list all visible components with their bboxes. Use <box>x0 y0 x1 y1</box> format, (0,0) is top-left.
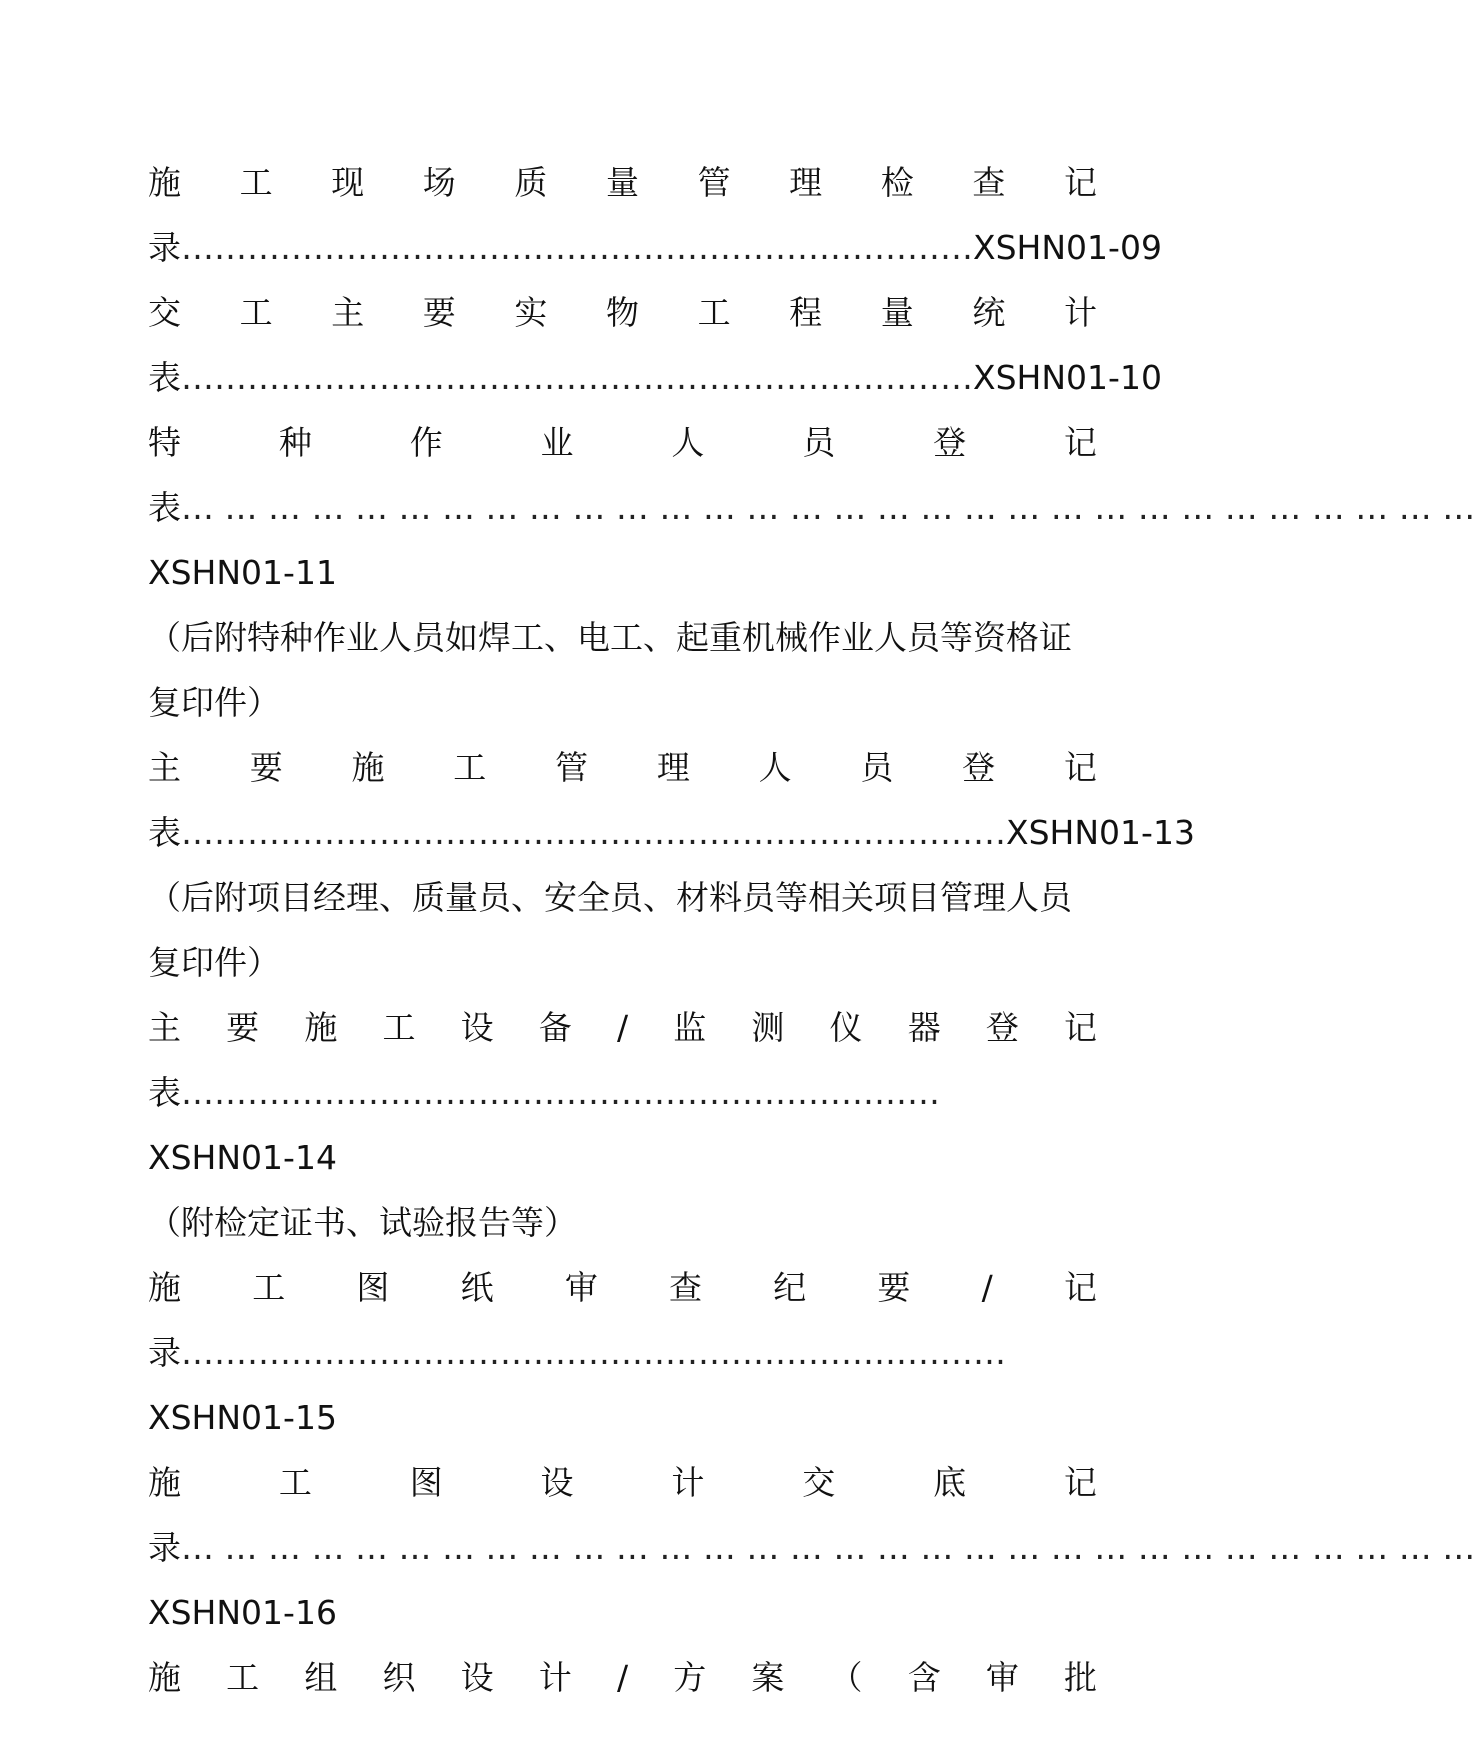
entry-leader-line <box>148 1060 1097 1125</box>
title-char: 程 <box>789 293 823 332</box>
leader-dots: …………………………………………………………… <box>181 1073 940 1112</box>
leader-dots: ……………………………………………………………… <box>181 358 973 397</box>
title-char: 组 <box>304 1658 338 1697</box>
title-char: 纪 <box>773 1268 807 1307</box>
title-char: 业 <box>540 423 574 462</box>
leader-head: 表 <box>148 813 181 852</box>
entry-code: XSHN01-10 <box>973 358 1162 397</box>
title-char: 查 <box>972 163 1006 202</box>
leader-head: 表 <box>148 488 181 527</box>
title-char: 设 <box>460 1658 494 1697</box>
title-char: 案 <box>751 1658 785 1697</box>
title-char: 管 <box>697 163 731 202</box>
entry-leader-line <box>148 1320 1097 1385</box>
title-char: 施 <box>351 748 385 787</box>
title-char: 管 <box>555 748 589 787</box>
title-char: 审 <box>985 1658 1019 1697</box>
entry-leader-line <box>148 215 1162 280</box>
title-char: 施 <box>148 163 181 202</box>
title-char: 纸 <box>460 1268 494 1307</box>
title-char: 登 <box>933 423 967 462</box>
entry-title-line <box>148 280 1097 345</box>
leader-dots: ………………………………………………………………… <box>181 813 1006 852</box>
title-char: 施 <box>148 1658 181 1697</box>
title-char: 要 <box>422 293 456 332</box>
leader-head: 录 <box>148 228 181 267</box>
title-char: 审 <box>564 1268 598 1307</box>
entry-code: XSHN01-11 <box>148 553 337 592</box>
title-char: 记 <box>1064 1008 1097 1047</box>
title-char: 量 <box>880 293 914 332</box>
title-char: 要 <box>249 748 283 787</box>
leader-head: 录 <box>148 1528 181 1567</box>
title-char: 交 <box>802 1463 836 1502</box>
title-char: 记 <box>1063 1463 1097 1502</box>
title-char: 记 <box>1063 748 1097 787</box>
title-char: 施 <box>304 1008 338 1047</box>
title-char: 主 <box>331 293 365 332</box>
title-char: 登 <box>985 1008 1019 1047</box>
title-char: 底 <box>933 1463 967 1502</box>
title-char: 记 <box>1063 163 1097 202</box>
leader-head: 表 <box>148 1073 181 1112</box>
title-char: 工 <box>278 1463 312 1502</box>
title-char: 登 <box>962 748 996 787</box>
document-page <box>148 150 1475 1710</box>
title-char: 现 <box>331 163 365 202</box>
title-char: 方 <box>673 1658 707 1697</box>
entry-title-line <box>148 150 1097 215</box>
title-char: 检 <box>880 163 914 202</box>
title-char: 测 <box>751 1008 785 1047</box>
title-char: 量 <box>605 163 639 202</box>
title-char: 图 <box>356 1268 390 1307</box>
title-char: 备 <box>538 1008 572 1047</box>
title-char: 实 <box>514 293 548 332</box>
entry-title-line <box>148 1645 1097 1710</box>
entry-code: XSHN01-14 <box>148 1138 337 1177</box>
entry-code: XSHN01-15 <box>148 1398 337 1437</box>
entry-title-line <box>148 1255 1097 1320</box>
title-char: 批 <box>1064 1658 1097 1697</box>
title-char: （ <box>829 1658 863 1697</box>
title-char: 施 <box>148 1268 181 1307</box>
title-char: 计 <box>538 1658 572 1697</box>
entry-title-line <box>148 410 1097 475</box>
title-char: 工 <box>252 1268 286 1307</box>
entry-title-line <box>148 995 1097 1060</box>
title-char: 人 <box>758 748 792 787</box>
title-char: 计 <box>671 1463 705 1502</box>
title-char: 含 <box>907 1658 941 1697</box>
entry-code: XSHN01-13 <box>1006 813 1195 852</box>
title-char: 理 <box>789 163 823 202</box>
leader-dots: … … … … … … … … … … … … … … … … … … … … … … … … … … … … … … <box>181 1528 1475 1567</box>
entry-title-line <box>148 735 1097 800</box>
title-char: 理 <box>656 748 690 787</box>
title-char: / <box>616 1008 629 1047</box>
title-char: 查 <box>669 1268 703 1307</box>
title-char: 工 <box>697 293 731 332</box>
entry-leader-line <box>148 1515 1475 1580</box>
title-char: 设 <box>460 1008 494 1047</box>
title-char: 作 <box>409 423 443 462</box>
title-char: 工 <box>239 293 273 332</box>
title-char: 种 <box>278 423 312 462</box>
title-char: 要 <box>877 1268 911 1307</box>
title-char: 工 <box>453 748 487 787</box>
leader-dots: ………………………………………………………………… <box>181 1333 1006 1372</box>
title-char: 质 <box>514 163 548 202</box>
leader-head: 录 <box>148 1333 181 1372</box>
entry-code: XSHN01-16 <box>148 1593 337 1632</box>
entry-note: （后附特种作业人员如焊工、电工、起重机械作业人员等资格证 <box>148 618 1072 657</box>
leader-head: 表 <box>148 358 181 397</box>
title-char: 统 <box>972 293 1006 332</box>
title-char: 员 <box>802 423 836 462</box>
entry-leader-line <box>148 800 1195 865</box>
entry-note: 复印件） <box>148 943 280 982</box>
title-char: 要 <box>226 1008 260 1047</box>
entry-leader-line <box>148 475 1475 540</box>
title-char: 记 <box>1063 423 1097 462</box>
title-char: 工 <box>239 163 273 202</box>
entry-note: （后附项目经理、质量员、安全员、材料员等相关项目管理人员 <box>148 878 1072 917</box>
leader-dots: ……………………………………………………………… <box>181 228 973 267</box>
entry-leader-line <box>148 345 1162 410</box>
title-char: 主 <box>148 1008 181 1047</box>
title-char: 交 <box>148 293 181 332</box>
title-char: 场 <box>422 163 456 202</box>
title-char: 特 <box>148 423 181 462</box>
title-char: 工 <box>382 1008 416 1047</box>
entry-title-line <box>148 1450 1097 1515</box>
entry-note: （附检定证书、试验报告等） <box>148 1203 577 1242</box>
leader-dots: … … … … … … … … … … … … … … … … … … … … … … … … … … … … … … <box>181 488 1475 527</box>
title-char: 主 <box>148 748 181 787</box>
title-char: 织 <box>382 1658 416 1697</box>
title-char: / <box>616 1658 629 1697</box>
title-char: 施 <box>148 1463 181 1502</box>
title-char: 仪 <box>829 1008 863 1047</box>
title-char: 监 <box>673 1008 707 1047</box>
title-char: 工 <box>226 1658 260 1697</box>
title-char: 员 <box>860 748 894 787</box>
title-char: 图 <box>409 1463 443 1502</box>
title-char: 器 <box>907 1008 941 1047</box>
title-char: 人 <box>671 423 705 462</box>
title-char: 物 <box>605 293 639 332</box>
entry-code: XSHN01-09 <box>973 228 1162 267</box>
entry-note: 复印件） <box>148 683 280 722</box>
title-char: 设 <box>540 1463 574 1502</box>
title-char: / <box>981 1268 993 1307</box>
title-char: 计 <box>1063 293 1097 332</box>
title-char: 记 <box>1063 1268 1097 1307</box>
